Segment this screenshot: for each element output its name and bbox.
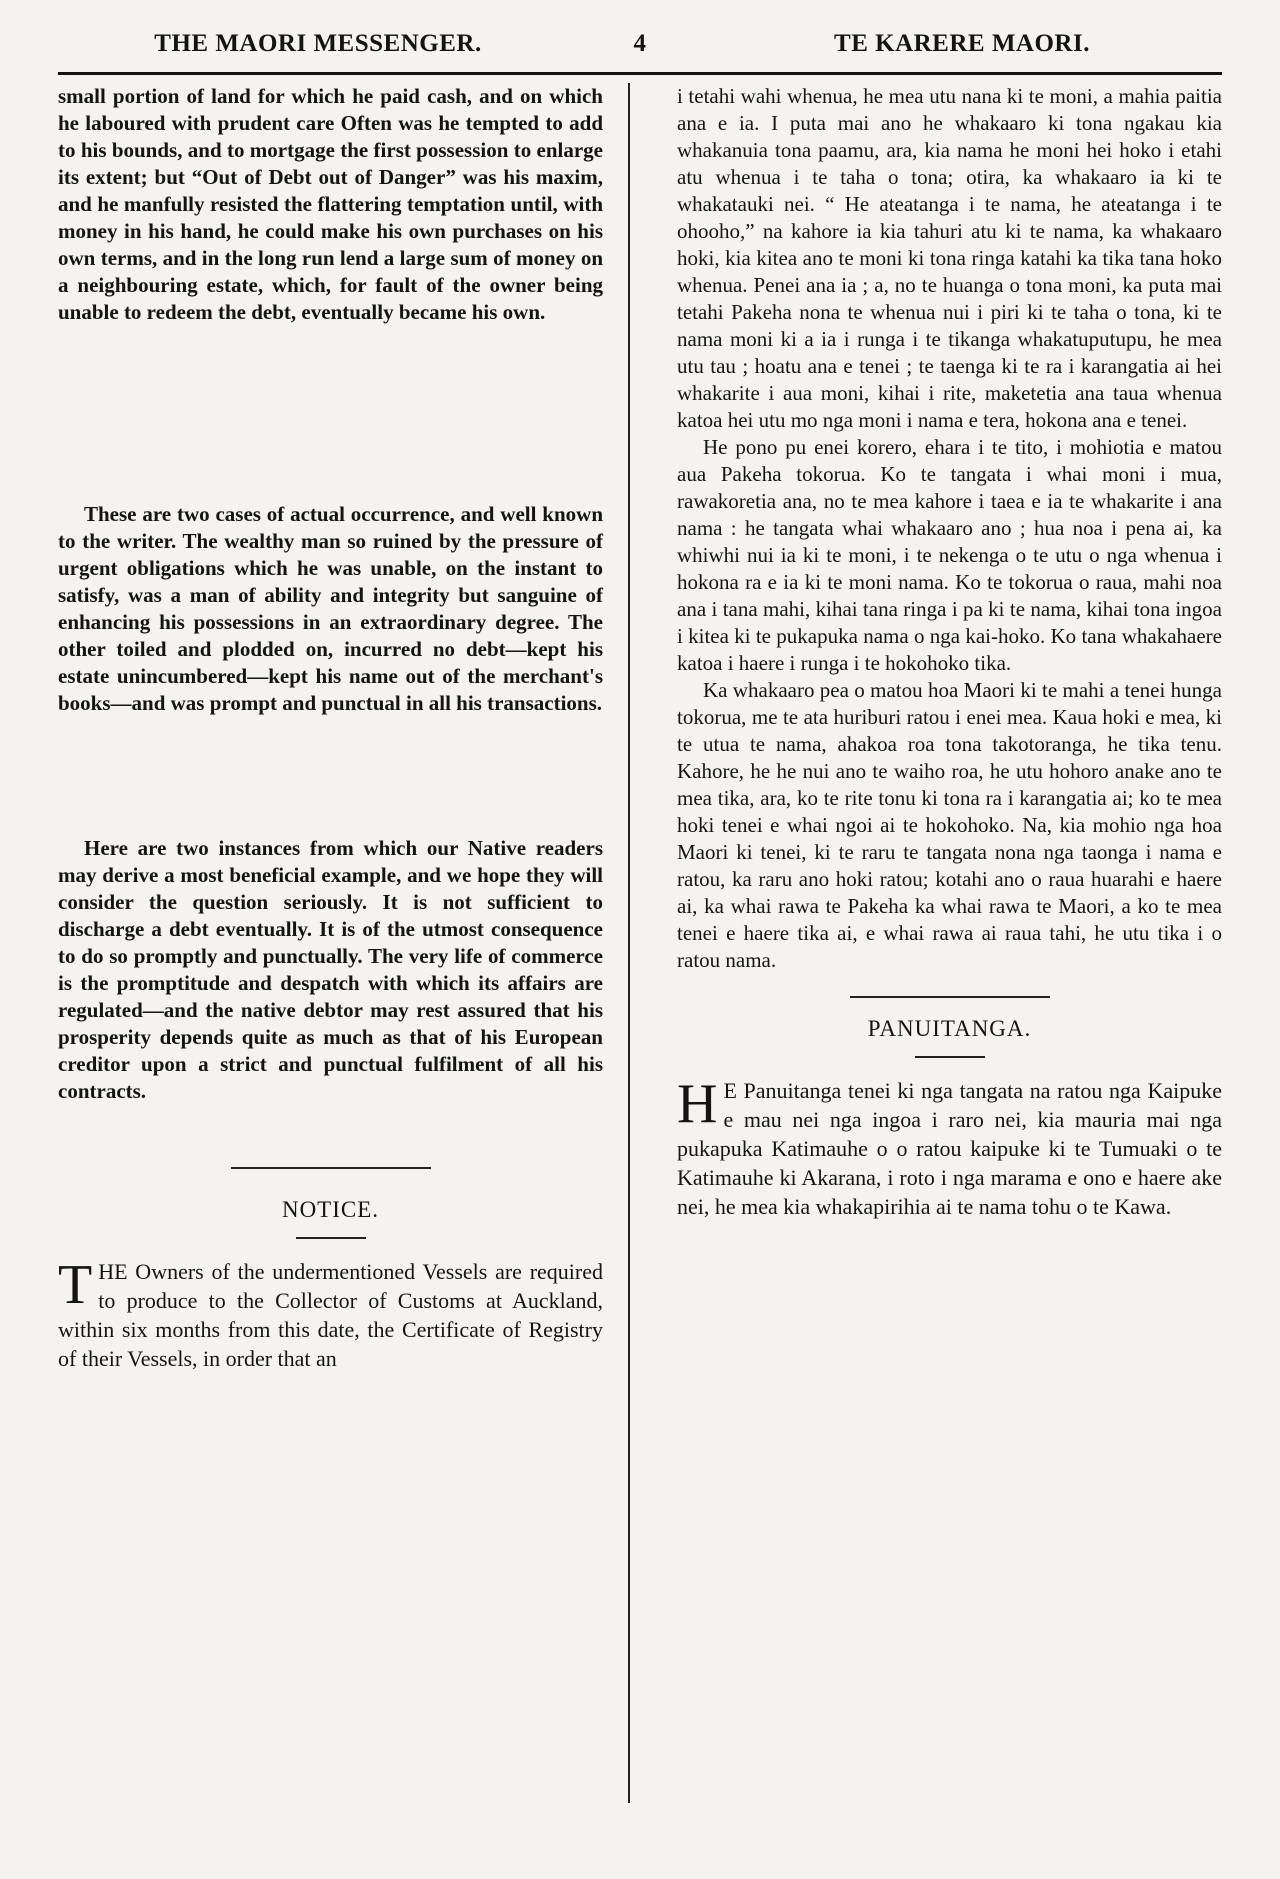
maori-paragraph-1: i tetahi wahi whenua, he mea utu nana ki te moni, a mahia paitia ana e ia. I puta mai ano he whakaaro ki tona ngakau kia whakanuia tona paamu, ara, kia nama he moni hei hoko i etahi atu whenua i te taha o tona; otira, ka whakaaro ia ki te whakatauki nei. “ He ateatanga i te nama, he ateatanga i te ohooho,” na kahore ia kia tahuri atu ki te nama, ka whakaaro hoki, kia kitea ano te moni ki tona ringa katahi ka tika tana hoko whenua. Penei ana ia ; a, no te huanga o tona moni, ka puta mai tetahi Pakeha nona te whenua nui i piri ki te taha o tona, ki te nama moni ki a ia i runga i te tikanga whakatuputupu, he mea utu tau ; hoatu ana e tenei ; te taenga ki te ra i karangatia ai hei whakarite i aua moni, kihai i rite, maketetia ana taua whenua katoa hei utu mo nga moni i nama e tera, hokona ana e tenei. bbox=[677, 84, 1222, 432]
column-gap bbox=[58, 1105, 603, 1167]
maori-column bbox=[677, 83, 1222, 1373]
drop-cap: H bbox=[677, 1073, 718, 1135]
page-number: 4 bbox=[633, 30, 647, 57]
column-gap bbox=[677, 974, 1222, 996]
header-rule bbox=[58, 72, 1222, 75]
notice-rule-top bbox=[231, 1167, 431, 1169]
notice-rule-short bbox=[296, 1237, 366, 1239]
header-title-maori: TE KARERE MAORI. bbox=[834, 30, 1090, 57]
english-paragraph-1: small portion of land for which he paid cash, and on which he laboured with prudent care Often was he tempted to add to his bounds, and to mortgage the first possession to enlarge its extent; but “Out of Debt out of Danger” was his maxim, and he manfully resisted the flattering temptation until, with money in his hand, he could make his own purchases on his own terms, and in the long run lend a large sum of money on a neighbouring estate, which, for fault of the owner being unable to redeem the debt, eventually became his own. bbox=[58, 84, 603, 324]
maori-paragraph-3: Ka whakaaro pea o matou hoa Maori ki te mahi a tenei hunga tokorua, me te ata huriburi ratou i enei mea. Kaua hoki e mea, ki te utua te nama, ahakoa roa tona takotoranga, he tika tenu. Kahore, he he nui ano te waiho roa, he utu hohoro anake ano te mea tika, ara, ko te rite tonu ki tona ra i karangatia ai; ko te mea hoki tenei e whai ngoi ai te hokohoko. Na, kia mohio nga hoa Maori ki tenei, ki te raru te tangata nona nga taonga i nama e ratou, ka raru ano hoki ratou; kotahi ano o raua huarahi e haere ai, ka whai rawa te Pakeha ka whai rawa te Maori, a ko te mea tenei e haere tika ai, e whai rawa ai raua tahi, he utu tika i o ratou nama. bbox=[677, 678, 1222, 972]
notice-body-maori bbox=[677, 1073, 1222, 1221]
column-gap bbox=[58, 326, 603, 501]
notice-body-english bbox=[58, 1254, 603, 1373]
notice-text-maori: E Panuitanga tenei ki nga tangata na ratou nga Kaipuke e mau nei nga ingoa i raro nei, kia mauria mai nga pukapuka Katimauhe o o ratou kaipuke ki te Tumuaki o te Katimauhe ki Akarana, i roto i nga marama e ono e haere ake nei, he mea kia whakapirihia ai te nama tohu o te Kawa. bbox=[677, 1078, 1222, 1219]
notice-text-english: HE Owners of the undermentioned Vessels are required to produce to the Collector of Customs at Auckland, within six months from this date, the Certificate of Registry of their Vessels, in order that an bbox=[58, 1259, 603, 1371]
maori-paragraph-2: He pono pu enei korero, ehara i te tito, i mohiotia e matou aua Pakeha tokorua. Ko te tangata i whai moni i mua, rawakoretia ana, no te mea kahore i taea e ia te whakarite i ana nama : he tangata whai whakaaro ano ; hua noa i pena ai, ka whiwhi nui ia ki te moni, i te nekenga o te utu o nga whenua i hokona ra e ia ki te moni nama. Ko te tokorua o raua, mahi noa ana i tana mahi, kihai tana ringa i pa ki te nama, kihai tona ingoa i kitea ki te pukapuka nama o nga kai-hoko. Ko tana whakahaere katoa i haere i runga i te hokohoko tika. bbox=[677, 435, 1222, 675]
notice-rule-top bbox=[850, 996, 1050, 998]
notice-rule-short bbox=[915, 1056, 985, 1058]
column-gap bbox=[58, 717, 603, 835]
english-paragraph-2: These are two cases of actual occurrence, and well known to the writer. The wealthy man so ruined by the pressure of urgent obligations which he was unable, on the instant to satisfy, was a man of ability and integrity but sanguine of enhancing his possessions in an extraordinary degree. The other toiled and plodded on, incurred no debt—kept his estate unincumbered—kept his name out of the merchant's books—and was prompt and punctual in all his transactions. bbox=[58, 502, 603, 715]
header-title-english: THE MAORI MESSENGER. bbox=[154, 30, 482, 57]
two-column-body bbox=[58, 83, 1222, 1373]
english-column bbox=[58, 83, 603, 1373]
notice-heading-maori: PANUITANGA. bbox=[867, 1016, 1032, 1041]
page-header bbox=[58, 22, 1222, 66]
notice-heading-english: NOTICE. bbox=[281, 1197, 380, 1222]
english-paragraph-3: Here are two instances from which our Native readers may derive a most beneficial example, and we hope they will consider the question seriously. It is not sufficient to discharge a debt eventually. It is of the utmost consequence to do so promptly and punctually. The very life of commerce is the promptitude and despatch with which its affairs are regulated—and the native debtor may rest assured that his prosperity depends quite as much as that of his European creditor upon a strict and punctual fulfilment of all his contracts. bbox=[58, 836, 603, 1103]
drop-cap: T bbox=[58, 1254, 93, 1316]
column-divider bbox=[628, 83, 630, 1803]
